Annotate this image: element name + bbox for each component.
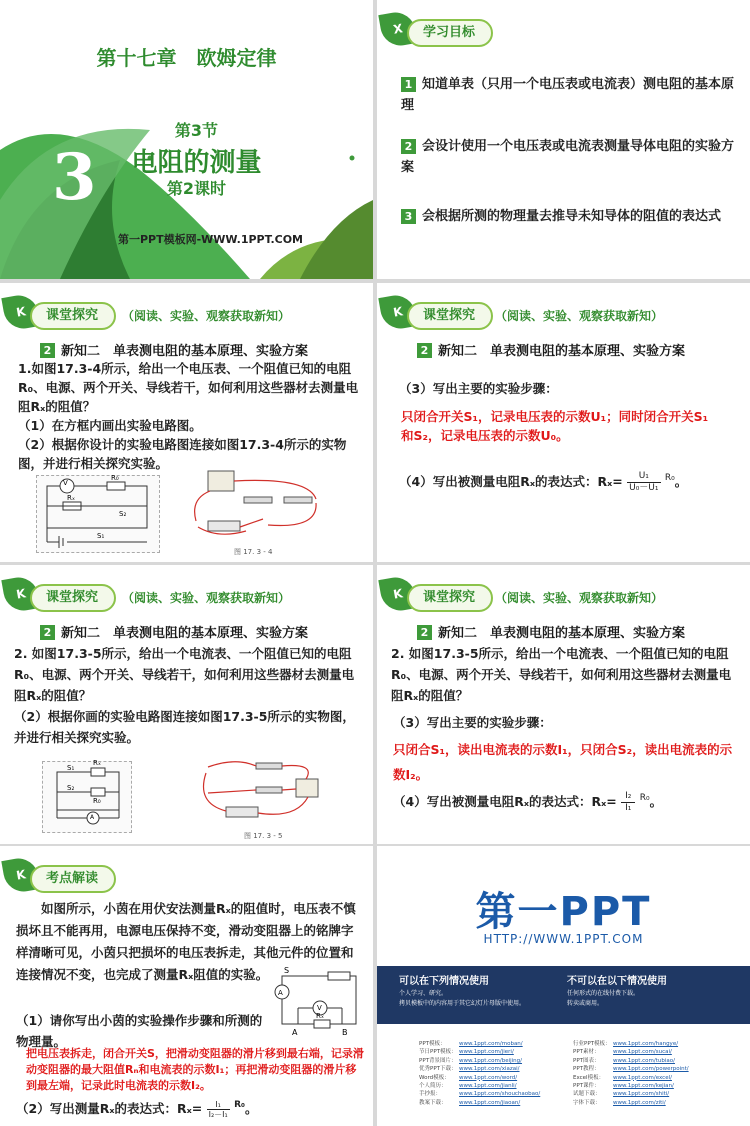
apparatus-figure bbox=[188, 469, 328, 543]
license-slide[interactable] bbox=[377, 846, 750, 1126]
formula-end: 。 bbox=[674, 474, 688, 489]
section-pill: 课堂探究 bbox=[30, 584, 116, 612]
link-url[interactable]: www.1ppt.com/shiti/ bbox=[613, 1091, 670, 1098]
fraction-numerator: U₁ bbox=[627, 471, 660, 483]
link-url[interactable]: www.1ppt.com/beijing/ bbox=[459, 1057, 523, 1064]
big-number: 3 bbox=[52, 140, 97, 215]
link-url[interactable]: www.1ppt.com/xiazai/ bbox=[459, 1066, 520, 1073]
cannot-use-item: 转卖或商用。 bbox=[567, 1000, 604, 1007]
subheading bbox=[40, 340, 308, 359]
label-v: V bbox=[317, 1004, 322, 1012]
label-s1: S₁ bbox=[67, 764, 75, 772]
brand-logo: 第一PPT bbox=[475, 889, 652, 935]
formula-end: 。 bbox=[649, 794, 663, 809]
circuit-diagram-icon bbox=[37, 476, 159, 552]
leaf-badge-icon: K bbox=[1, 574, 40, 613]
formula-tail: R₀ bbox=[234, 1100, 245, 1110]
links-right bbox=[573, 1040, 689, 1107]
subhead-text: 新知二 单表测电阻的基本原理、实验方案 bbox=[438, 626, 686, 641]
label-r0: R₀ bbox=[93, 797, 101, 805]
answer-1: 把电压表拆走，闭合开关S，把滑动变阻器的滑片移到最右端，记录滑动变阻器的最大阻值Rₙ和电流表的示数I₁；再把滑动变阻器的滑片移到最左端，记录此时电流表的示数I₂。 bbox=[26, 1047, 364, 1092]
question: 2. 如图17.3-5所示，给出一个电流表、一个阻值已知的电阻R₀、电源、两个开关、导线若干，如何利用这些器材去测量电阻Rₓ的阻值？ bbox=[14, 646, 355, 703]
link-row[interactable] bbox=[419, 1065, 540, 1073]
fraction-denominator: I₁ bbox=[625, 803, 632, 813]
fraction-numerator: I₂ bbox=[621, 791, 635, 803]
section-label: 第3节 bbox=[174, 121, 219, 140]
subheading bbox=[417, 340, 685, 359]
expression-line bbox=[399, 469, 687, 494]
fraction-denominator: I₂－I₁ bbox=[208, 1110, 228, 1119]
question-text bbox=[14, 643, 363, 748]
link-key: PPT图表： bbox=[573, 1057, 600, 1064]
link-url[interactable]: www.1ppt.com/word/ bbox=[459, 1074, 518, 1081]
link-url[interactable]: www.1ppt.com/tubiao/ bbox=[613, 1057, 675, 1064]
link-row[interactable] bbox=[573, 1048, 689, 1056]
link-url[interactable]: www.1ppt.com/shouchaobao/ bbox=[459, 1091, 541, 1098]
label-rx: Rₓ bbox=[67, 494, 75, 502]
leaf-badge-icon: K bbox=[1, 855, 40, 894]
link-row[interactable] bbox=[419, 1040, 540, 1048]
brand-url[interactable]: HTTP://WWW.1PPT.COM bbox=[483, 932, 644, 946]
question-1: （1）请你写出小茵的实验操作步骤和所测的物理量。 bbox=[16, 1013, 263, 1049]
pill-note: （阅读、实验、观察获取新知） bbox=[495, 591, 664, 605]
label-r0: R₀ bbox=[111, 474, 119, 482]
label-s1: S₁ bbox=[97, 532, 105, 540]
link-key: 教案下载： bbox=[419, 1099, 447, 1106]
expression-label: （2）写出测量Rₓ的表达式：Rₓ= bbox=[16, 1101, 203, 1116]
link-key: PPT素材： bbox=[573, 1049, 600, 1056]
step-3-label: （3）写出主要的实验步骤： bbox=[393, 715, 552, 730]
label-rx: Rₓ bbox=[93, 759, 101, 767]
goals-slide[interactable] bbox=[377, 0, 750, 279]
section-pill: 考点解读 bbox=[30, 865, 116, 893]
goal-text: 会设计使用一个电压表或电流表测量导体电阻的实验方案 bbox=[401, 139, 735, 175]
goal-number: 2 bbox=[401, 139, 416, 154]
site-text: 第一PPT模板网-WWW.1PPT.COM bbox=[117, 233, 304, 246]
link-key: 节日PPT模板： bbox=[419, 1049, 457, 1056]
circuit-diagram bbox=[36, 475, 160, 553]
figure-caption: 图 17. 3 - 4 bbox=[234, 548, 273, 556]
leaf-badge-icon: K bbox=[378, 574, 417, 613]
expression-label: （4）写出被测量电阻Rₓ的表达式：Rₓ= bbox=[393, 794, 617, 809]
link-url[interactable]: www.1ppt.com/powerpoint/ bbox=[613, 1066, 689, 1073]
link-row[interactable] bbox=[419, 1074, 540, 1082]
link-row[interactable] bbox=[419, 1090, 540, 1098]
leaf-badge-icon: X bbox=[378, 9, 417, 48]
apparatus-figure bbox=[196, 753, 326, 825]
link-key: Excel模板： bbox=[573, 1074, 605, 1081]
label-b: B bbox=[342, 1028, 348, 1037]
label-s2: S₂ bbox=[67, 784, 75, 792]
expression-line bbox=[393, 789, 662, 814]
link-url[interactable]: www.1ppt.com/hangye/ bbox=[613, 1041, 679, 1047]
expression-label: （4）写出被测量电阻Rₓ的表达式：Rₓ= bbox=[399, 474, 623, 489]
link-row[interactable] bbox=[419, 1048, 540, 1056]
goal-number: 1 bbox=[401, 77, 416, 92]
license-panel bbox=[377, 966, 750, 1024]
link-url[interactable]: www.1ppt.com/moban/ bbox=[459, 1041, 523, 1047]
step-2: （2）根据你画的实验电路图连接如图17.3-5所示的实物图，并进行相关探究实验。 bbox=[14, 709, 355, 745]
formula-tail: R₀ bbox=[664, 473, 675, 483]
subhead-text: 新知二 单表测电阻的基本原理、实验方案 bbox=[61, 626, 309, 641]
step-3-answer: 只闭合S₁，读出电流表的示数I₁，只闭合S₂，读出电流表的示数I₂。 bbox=[393, 742, 733, 782]
exam-slide[interactable] bbox=[0, 846, 373, 1126]
link-row[interactable] bbox=[419, 1057, 540, 1065]
goal-number: 3 bbox=[401, 209, 416, 224]
link-url[interactable]: www.1ppt.com/ziti/ bbox=[613, 1099, 666, 1106]
label-a: A bbox=[90, 814, 95, 821]
link-row[interactable] bbox=[573, 1065, 689, 1073]
link-url[interactable]: www.1ppt.com/jieri/ bbox=[459, 1049, 514, 1056]
step-3-label: （3）写出主要的实验步骤： bbox=[399, 381, 558, 396]
cannot-use-item: 任何形式的在线付费下载。 bbox=[567, 990, 640, 997]
formula-end: 。 bbox=[244, 1101, 258, 1116]
sub-number: 2 bbox=[417, 343, 432, 358]
explore-slide-4[interactable] bbox=[377, 565, 750, 844]
pill-note: （阅读、实验、观察获取新知） bbox=[495, 309, 664, 323]
link-row[interactable] bbox=[419, 1082, 540, 1090]
label-a: A bbox=[278, 989, 283, 997]
link-row[interactable] bbox=[573, 1082, 689, 1090]
sub-number: 2 bbox=[40, 343, 55, 358]
link-key: 优秀PPT下载： bbox=[419, 1066, 457, 1073]
fraction bbox=[207, 1100, 230, 1119]
link-key: 手抄报： bbox=[419, 1091, 442, 1098]
label-rx: Rₓ bbox=[316, 1012, 324, 1020]
can-use-item: 个人学习、研究。 bbox=[399, 990, 448, 997]
leaf-badge-icon: K bbox=[1, 292, 40, 331]
link-row[interactable] bbox=[573, 1090, 689, 1098]
link-key: 个人简历： bbox=[419, 1083, 447, 1090]
link-key: PPT教程： bbox=[573, 1066, 600, 1073]
step-3-answer: 只闭合开关S₁，记录电压表的示数U₁；同时闭合开关S₁和S₂，记录电压表的示数U₀。 bbox=[401, 409, 709, 443]
circuit-diagram bbox=[42, 761, 132, 833]
pill-note: （阅读、实验、观察获取新知） bbox=[122, 309, 291, 323]
cannot-use-title: 不可以在以下情况使用 bbox=[567, 976, 667, 987]
step-1: （1）在方框内画出实验电路图。 bbox=[18, 418, 202, 433]
link-row[interactable] bbox=[573, 1099, 689, 1107]
link-row[interactable] bbox=[573, 1057, 689, 1065]
paragraph-text: 如图所示，小茵在用伏安法测量Rₓ的阻值时，电压表不慎损坏且不能再用，电源电压保持不变，滑动变阻器上的铭牌字样清晰可见，小茵只把损坏的电压表拆走，其他元件的位置和连接情况不变，也完成了测量Rₓ阻值的实验。 bbox=[16, 901, 356, 982]
question: 2. 如图17.3-5所示，给出一个电流表、一个阻值已知的电阻R₀、电源、两个开关、导线若干，如何利用这些器材去测量电阻Rₓ的阻值？ bbox=[391, 646, 732, 703]
lesson-label: 第2课时 bbox=[166, 179, 227, 198]
can-use-title: 可以在下列情况使用 bbox=[399, 976, 489, 987]
links-left bbox=[419, 1040, 540, 1107]
link-key: 试题下载： bbox=[573, 1091, 601, 1098]
subheading bbox=[417, 622, 685, 641]
goal-text: 知道单表（只用一个电压表或电流表）测电阻的基本原理 bbox=[401, 77, 735, 113]
link-row[interactable] bbox=[419, 1099, 540, 1107]
link-key: 行业PPT模板： bbox=[573, 1041, 611, 1047]
expression-line bbox=[16, 1096, 258, 1119]
pill-note: （阅读、实验、观察获取新知） bbox=[122, 591, 291, 605]
explore-slide-1[interactable] bbox=[0, 283, 373, 562]
leaf-badge-icon: K bbox=[378, 292, 417, 331]
question: 1.如图17.3-4所示，给出一个电压表、一个阻值已知的电阻R₀、电源、两个开关、导线若干，如何利用这些器材去测量电阻Rₓ的阻值？ bbox=[18, 361, 359, 414]
sub-number: 2 bbox=[417, 625, 432, 640]
section-pill: 学习目标 bbox=[407, 19, 493, 47]
sub-number: 2 bbox=[40, 625, 55, 640]
subheading bbox=[40, 622, 308, 641]
step-2: （2）根据你设计的实验电路图连接如图17.3-4所示的实物图，并进行相关探究实验。 bbox=[18, 437, 347, 471]
title-slide[interactable] bbox=[0, 0, 373, 279]
question-text bbox=[18, 359, 363, 473]
figure-caption: 图 17. 3 - 5 bbox=[244, 832, 283, 840]
explore-slide-3[interactable] bbox=[0, 565, 373, 844]
subhead-text: 新知二 单表测电阻的基本原理、实验方案 bbox=[61, 344, 309, 359]
link-url[interactable]: www.1ppt.com/sucai/ bbox=[613, 1049, 672, 1056]
link-row[interactable] bbox=[573, 1074, 689, 1082]
link-url[interactable]: www.1ppt.com/kejian/ bbox=[613, 1083, 674, 1090]
goal-text: 会根据所测的物理量去推导未知导体的阻值的表达式 bbox=[422, 209, 722, 224]
fraction-denominator: U₀－U₁ bbox=[629, 483, 659, 493]
circuit-diagram-icon bbox=[268, 966, 368, 1036]
fraction-numerator: I₁ bbox=[207, 1100, 230, 1110]
section-pill: 课堂探究 bbox=[407, 302, 493, 330]
circuit-diagram-icon bbox=[43, 762, 131, 832]
explore-slide-2[interactable] bbox=[377, 283, 750, 562]
fraction bbox=[621, 791, 635, 814]
slide-title: 电阻的测量 bbox=[131, 148, 262, 178]
chapter-title: 第十七章 欧姆定律 bbox=[96, 46, 277, 70]
link-key: PPT背景图片： bbox=[419, 1057, 457, 1064]
link-row[interactable] bbox=[573, 1040, 689, 1048]
can-use-item: 拷贝模板中的内容用于其它幻灯片母版中使用。 bbox=[399, 1000, 526, 1007]
label-a2: A bbox=[292, 1028, 298, 1037]
label-s: S bbox=[284, 966, 290, 975]
goal-item bbox=[401, 74, 738, 116]
goal-item bbox=[401, 206, 738, 227]
goal-item bbox=[401, 136, 738, 178]
fraction bbox=[627, 471, 660, 494]
label-s2: S₂ bbox=[119, 510, 127, 518]
link-key: PPT课件： bbox=[573, 1083, 600, 1090]
formula-tail: R₀ bbox=[639, 793, 650, 803]
section-pill: 课堂探究 bbox=[407, 584, 493, 612]
link-key: Word模板： bbox=[419, 1074, 450, 1081]
section-pill: 课堂探究 bbox=[30, 302, 116, 330]
link-key: PPT模板： bbox=[419, 1041, 446, 1047]
link-key: 字体下载： bbox=[573, 1099, 601, 1106]
subhead-text: 新知二 单表测电阻的基本原理、实验方案 bbox=[438, 344, 686, 359]
label-v: V bbox=[63, 479, 68, 487]
link-url[interactable]: www.1ppt.com/jianli/ bbox=[459, 1083, 517, 1090]
link-url[interactable]: www.1ppt.com/jiaoan/ bbox=[459, 1099, 521, 1106]
link-url[interactable]: www.1ppt.com/excel/ bbox=[613, 1074, 672, 1081]
